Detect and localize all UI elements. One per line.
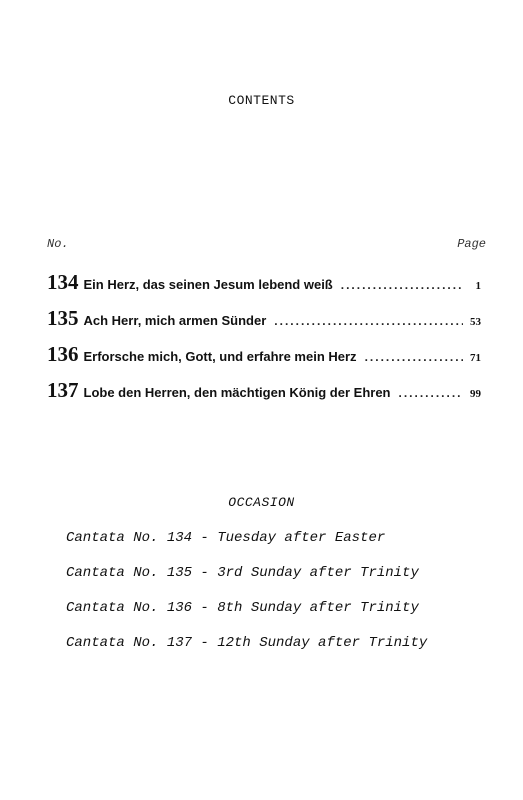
cantata-number: 137 xyxy=(47,378,79,402)
cantata-number: 136 xyxy=(47,342,79,366)
occasion-row: Cantata No. 134 - Tuesday after Easter xyxy=(66,530,386,546)
contents-entry xyxy=(47,306,481,342)
occasion-heading: OCCASION xyxy=(228,495,295,510)
contents-entry xyxy=(47,270,481,306)
occasion-list xyxy=(66,530,427,670)
cantata-number: 134 xyxy=(47,270,79,294)
contents-entry xyxy=(47,378,481,414)
page-number: 71 xyxy=(470,352,481,364)
cantata-title: Ein Herz, das seinen Jesum lebend weiß xyxy=(83,277,333,292)
dot-leader xyxy=(274,314,463,328)
cantata-number: 135 xyxy=(47,306,79,330)
number-column-header: No. xyxy=(47,237,69,251)
occasion-row: Cantata No. 135 - 3rd Sunday after Trinity xyxy=(66,565,419,581)
occasion-row: Cantata No. 137 - 12th Sunday after Trinity xyxy=(66,635,428,651)
cantata-title: Ach Herr, mich armen Sünder xyxy=(83,313,267,328)
contents-list xyxy=(47,270,481,414)
dot-leader xyxy=(365,350,463,364)
page-number: 53 xyxy=(470,316,481,328)
contents-entry xyxy=(47,342,481,378)
page-column-header: Page xyxy=(457,237,486,251)
cantata-title: Lobe den Herren, den mächtigen König der Ehren xyxy=(83,385,391,400)
dot-leader xyxy=(341,278,463,292)
page-number: 99 xyxy=(470,388,481,400)
cantata-title: Erforsche mich, Gott, und erfahre mein Herz xyxy=(83,349,357,364)
occasion-row: Cantata No. 136 - 8th Sunday after Trinity xyxy=(66,600,419,616)
page-number: 1 xyxy=(475,280,481,292)
dot-leader xyxy=(399,386,464,400)
page-title: CONTENTS xyxy=(228,93,295,108)
